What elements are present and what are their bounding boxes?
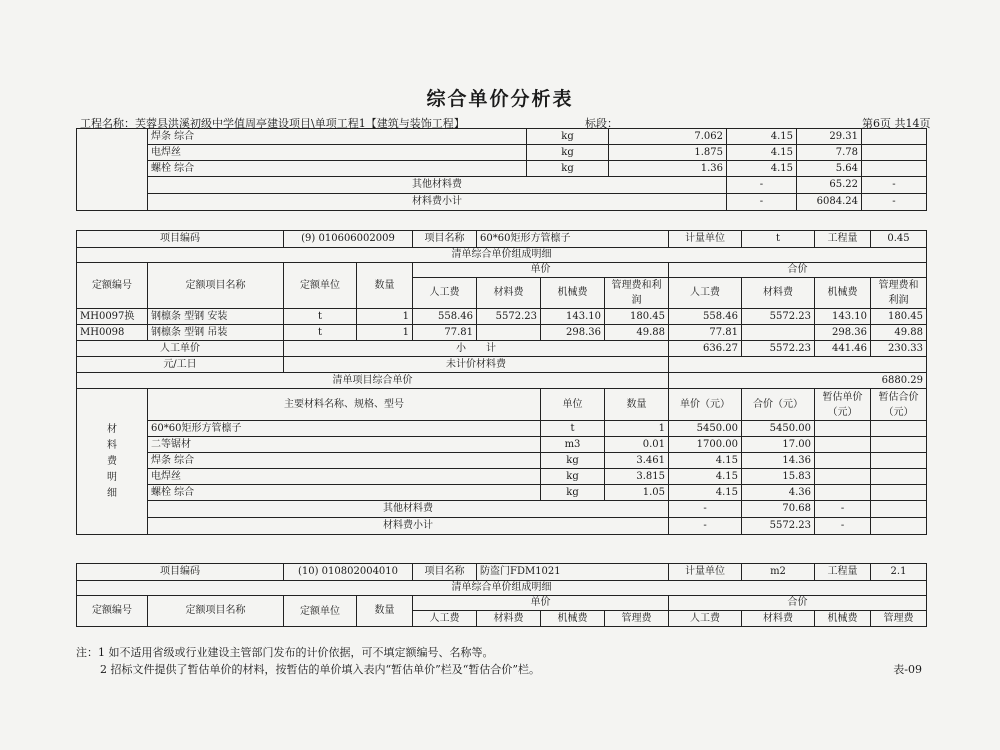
material-price: 4.15 <box>669 485 742 501</box>
total-mgmt: 180.45 <box>871 309 927 325</box>
other-materials-row <box>77 501 927 518</box>
quota-name-header: 定额项目名称 <box>148 596 284 627</box>
total-price-header: 合价 <box>669 263 927 278</box>
composition-title-row <box>77 248 927 263</box>
other-materials-est: - <box>862 177 927 194</box>
quota-unit: t <box>284 309 357 325</box>
subtotal-material: 5572.23 <box>742 341 815 357</box>
quota-amount: 1 <box>357 325 413 341</box>
unit-labor: 558.46 <box>413 309 477 325</box>
material-est-price <box>815 437 871 453</box>
item-name-label: 项目名称 <box>413 564 477 581</box>
material-unit: kg <box>541 485 605 501</box>
material-unit: m3 <box>541 437 605 453</box>
total-material: 5572.23 <box>742 309 815 325</box>
material-name-header: 主要材料名称、规格、型号 <box>148 389 541 421</box>
material-row <box>77 145 927 161</box>
quota-code: MH0097换 <box>77 309 148 325</box>
material-unit-header: 单位 <box>541 389 605 421</box>
footnote-2: 2 招标文件提供了暂估单价的材料，按暂估的单价填入表内“暂估单价”栏及“暂估合价”栏。 <box>100 663 540 676</box>
unit-mgmt: 49.88 <box>605 325 669 341</box>
quota-name: 钢檩条 型钢 安装 <box>148 309 284 325</box>
subtotal-machine: 441.46 <box>815 341 871 357</box>
total-price-header: 合价 <box>669 596 927 611</box>
item-name-label: 项目名称 <box>413 231 477 248</box>
quota-code-header: 定额编号 <box>77 263 148 309</box>
material-total: 5.64 <box>797 161 862 177</box>
material-price: 5450.00 <box>669 421 742 437</box>
item-qty: 2.1 <box>871 564 927 581</box>
item-unit-label: 计量单位 <box>669 231 742 248</box>
unit-machine: 143.10 <box>541 309 605 325</box>
quota-amount: 1 <box>357 309 413 325</box>
labor-header: 人工费 <box>669 611 742 627</box>
unpriced-value <box>669 357 927 373</box>
other-materials-total: 65.22 <box>797 177 862 194</box>
item-name: 60*60矩形方管檩子 <box>477 231 669 248</box>
form-number: 表-09 <box>893 663 922 676</box>
item-code-label: 项目编码 <box>77 564 284 581</box>
unit-price-total-row <box>77 373 927 389</box>
material-subtotal-price: - <box>727 194 797 211</box>
material-total: 14.36 <box>742 453 815 469</box>
material-subtotal-row <box>77 518 927 535</box>
item-qty: 0.45 <box>871 231 927 248</box>
material-est-price <box>815 485 871 501</box>
subtotal-row <box>77 341 927 357</box>
other-materials-total: 70.68 <box>742 501 815 518</box>
total-labor: 558.46 <box>669 309 742 325</box>
other-materials-label: 其他材料费 <box>148 177 727 194</box>
total-material <box>742 325 815 341</box>
machine-header: 机械费 <box>815 611 871 627</box>
material-est-price <box>815 421 871 437</box>
total-machine: 143.10 <box>815 309 871 325</box>
item-code-label: 项目编码 <box>77 231 284 248</box>
material-unit: kg <box>541 469 605 485</box>
material-est-total <box>871 485 927 501</box>
material-subtotal-label: 材料费小计 <box>148 194 727 211</box>
labor-price-unit: 元/工日 <box>77 357 284 373</box>
item-qty-label: 工程量 <box>815 231 871 248</box>
item-code: (9) 010606002009 <box>284 231 413 248</box>
footnote-1: 注：1 如不适用省级或行业建设主管部门发布的计价依据，可不填定额编号、名称等。 <box>76 646 494 659</box>
material-row <box>77 469 927 485</box>
machine-header: 机械费 <box>541 611 605 627</box>
footnotes <box>76 644 540 678</box>
composition-header-row <box>77 596 927 611</box>
material-unit: kg <box>527 145 609 161</box>
subtotal-labor: 636.27 <box>669 341 742 357</box>
material-name: 电焊丝 <box>148 145 527 161</box>
page-title: 综合单价分析表 <box>426 88 574 110</box>
unit-material: 5572.23 <box>477 309 541 325</box>
unit-price-header: 单价 <box>413 263 669 278</box>
quota-row <box>77 309 927 325</box>
subtotal-label: 小 计 <box>284 341 669 357</box>
mgmt-header: 管理费 <box>871 611 927 627</box>
unit-mgmt: 180.45 <box>605 309 669 325</box>
amount-header: 数量 <box>357 263 413 309</box>
material-name: 电焊丝 <box>148 469 541 485</box>
labor-header: 人工费 <box>413 278 477 309</box>
mgmt-header: 管理费 <box>605 611 669 627</box>
mgmt-header: 管理费和利润 <box>871 278 927 309</box>
material-subtotal-est-total <box>871 518 927 535</box>
material-row <box>77 129 927 145</box>
material-name: 60*60矩形方管檩子 <box>148 421 541 437</box>
machine-header: 机械费 <box>541 278 605 309</box>
unit-price-total-label: 清单项目综合单价 <box>77 373 669 389</box>
material-name: 螺栓 综合 <box>148 485 541 501</box>
material-detail-side-label <box>77 389 148 535</box>
other-materials-est-total <box>871 501 927 518</box>
other-materials-label: 其他材料费 <box>148 501 669 518</box>
material-unit: kg <box>527 161 609 177</box>
item-unit: t <box>742 231 815 248</box>
material-row <box>77 485 927 501</box>
top-materials-table <box>76 128 927 211</box>
total-mgmt: 49.88 <box>871 325 927 341</box>
total-labor: 77.81 <box>669 325 742 341</box>
other-materials-price: - <box>727 177 797 194</box>
material-est-total <box>871 421 927 437</box>
material-total: 29.31 <box>797 129 862 145</box>
material-est-price <box>862 161 927 177</box>
material-est-price <box>862 129 927 145</box>
material-subtotal-est: - <box>862 194 927 211</box>
material-subtotal-total: 6084.24 <box>797 194 862 211</box>
material-price: 4.15 <box>669 469 742 485</box>
material-qty-header: 数量 <box>605 389 669 421</box>
composition-title: 清单综合单价组成明细 <box>77 581 927 596</box>
item-unit: m2 <box>742 564 815 581</box>
item10-header-row <box>77 564 927 581</box>
material-header: 材料费 <box>477 278 541 309</box>
quota-row <box>77 325 927 341</box>
item9-header-row <box>77 231 927 248</box>
material-qty: 3.815 <box>605 469 669 485</box>
material-row <box>77 453 927 469</box>
material-total: 5450.00 <box>742 421 815 437</box>
material-subtotal-row <box>77 194 927 211</box>
item-qty-label: 工程量 <box>815 564 871 581</box>
material-price: 4.15 <box>727 161 797 177</box>
material-est-price <box>862 145 927 161</box>
material-price: 1700.00 <box>669 437 742 453</box>
labor-price-label: 人工单价 <box>77 341 284 357</box>
unit-price-header: 单价 <box>413 596 669 611</box>
total-machine: 298.36 <box>815 325 871 341</box>
amount-header: 数量 <box>357 596 413 627</box>
unpriced-row <box>77 357 927 373</box>
material-name: 二等锯材 <box>148 437 541 453</box>
material-unit: kg <box>527 129 609 145</box>
item-name: 防盗门FDM1021 <box>477 564 669 581</box>
material-qty: 1 <box>605 421 669 437</box>
material-price: 4.15 <box>669 453 742 469</box>
material-est-total <box>871 437 927 453</box>
side-label-cell <box>77 129 148 211</box>
material-qty: 1.05 <box>605 485 669 501</box>
material-qty: 1.36 <box>609 161 727 177</box>
machine-header: 机械费 <box>815 278 871 309</box>
material-price: 4.15 <box>727 129 797 145</box>
unit-material <box>477 325 541 341</box>
material-subtotal-label: 材料费小计 <box>148 518 669 535</box>
material-header: 材料费 <box>477 611 541 627</box>
labor-header: 人工费 <box>669 278 742 309</box>
item-code: (10) 010802004010 <box>284 564 413 581</box>
material-header: 材料费 <box>742 278 815 309</box>
unpriced-label: 未计价材料费 <box>284 357 669 373</box>
material-subtotal-price: - <box>669 518 742 535</box>
material-est-total <box>871 453 927 469</box>
material-subtotal-total: 5572.23 <box>742 518 815 535</box>
material-unit: kg <box>541 453 605 469</box>
material-qty: 3.461 <box>605 453 669 469</box>
page-number: 第6页 共14页 <box>862 117 931 130</box>
material-row <box>77 421 927 437</box>
material-qty: 1.875 <box>609 145 727 161</box>
composition-title-row <box>77 581 927 596</box>
material-qty: 0.01 <box>605 437 669 453</box>
composition-header-row <box>77 263 927 278</box>
material-unit: t <box>541 421 605 437</box>
quota-name-header: 定额项目名称 <box>148 263 284 309</box>
material-est-price-header: 暂估单价（元） <box>815 389 871 421</box>
material-row <box>77 437 927 453</box>
material-price: 4.15 <box>727 145 797 161</box>
material-est-price <box>815 469 871 485</box>
labor-header: 人工费 <box>413 611 477 627</box>
composition-title: 清单综合单价组成明细 <box>77 248 927 263</box>
material-name: 焊条 综合 <box>148 129 527 145</box>
quota-name: 钢檩条 型钢 吊装 <box>148 325 284 341</box>
material-est-total-header: 暂估合价（元） <box>871 389 927 421</box>
unit-price-total: 6880.29 <box>669 373 927 389</box>
other-materials-est: - <box>815 501 871 518</box>
unit-labor: 77.81 <box>413 325 477 341</box>
material-total: 15.83 <box>742 469 815 485</box>
section-label: 标段： <box>585 117 618 130</box>
mgmt-header: 管理费和利润 <box>605 278 669 309</box>
item10-table <box>76 563 927 627</box>
material-row <box>77 161 927 177</box>
material-total: 4.36 <box>742 485 815 501</box>
material-detail-header-row <box>77 389 927 421</box>
material-est-total <box>871 469 927 485</box>
item-unit-label: 计量单位 <box>669 564 742 581</box>
quota-unit-header: 定额单位 <box>284 263 357 309</box>
material-total: 7.78 <box>797 145 862 161</box>
material-name: 螺栓 综合 <box>148 161 527 177</box>
unit-machine: 298.36 <box>541 325 605 341</box>
material-est-price <box>815 453 871 469</box>
quota-unit-header: 定额单位 <box>284 596 357 627</box>
material-qty: 7.062 <box>609 129 727 145</box>
material-detail-side-text: 材料费明细 <box>107 423 117 499</box>
subtotal-mgmt: 230.33 <box>871 341 927 357</box>
material-name: 焊条 综合 <box>148 453 541 469</box>
quota-code: MH0098 <box>77 325 148 341</box>
material-header: 材料费 <box>742 611 815 627</box>
material-subtotal-est: - <box>815 518 871 535</box>
project-name: 工程名称：芙蓉县洪溪初级中学值周亭建设项目\单项工程1【建筑与装饰工程】 <box>80 117 465 130</box>
item9-table <box>76 230 927 535</box>
material-total-header: 合价（元） <box>742 389 815 421</box>
other-materials-row <box>77 177 927 194</box>
other-materials-price: - <box>669 501 742 518</box>
quota-unit: t <box>284 325 357 341</box>
material-price-header: 单价（元） <box>669 389 742 421</box>
quota-code-header: 定额编号 <box>77 596 148 627</box>
material-total: 17.00 <box>742 437 815 453</box>
